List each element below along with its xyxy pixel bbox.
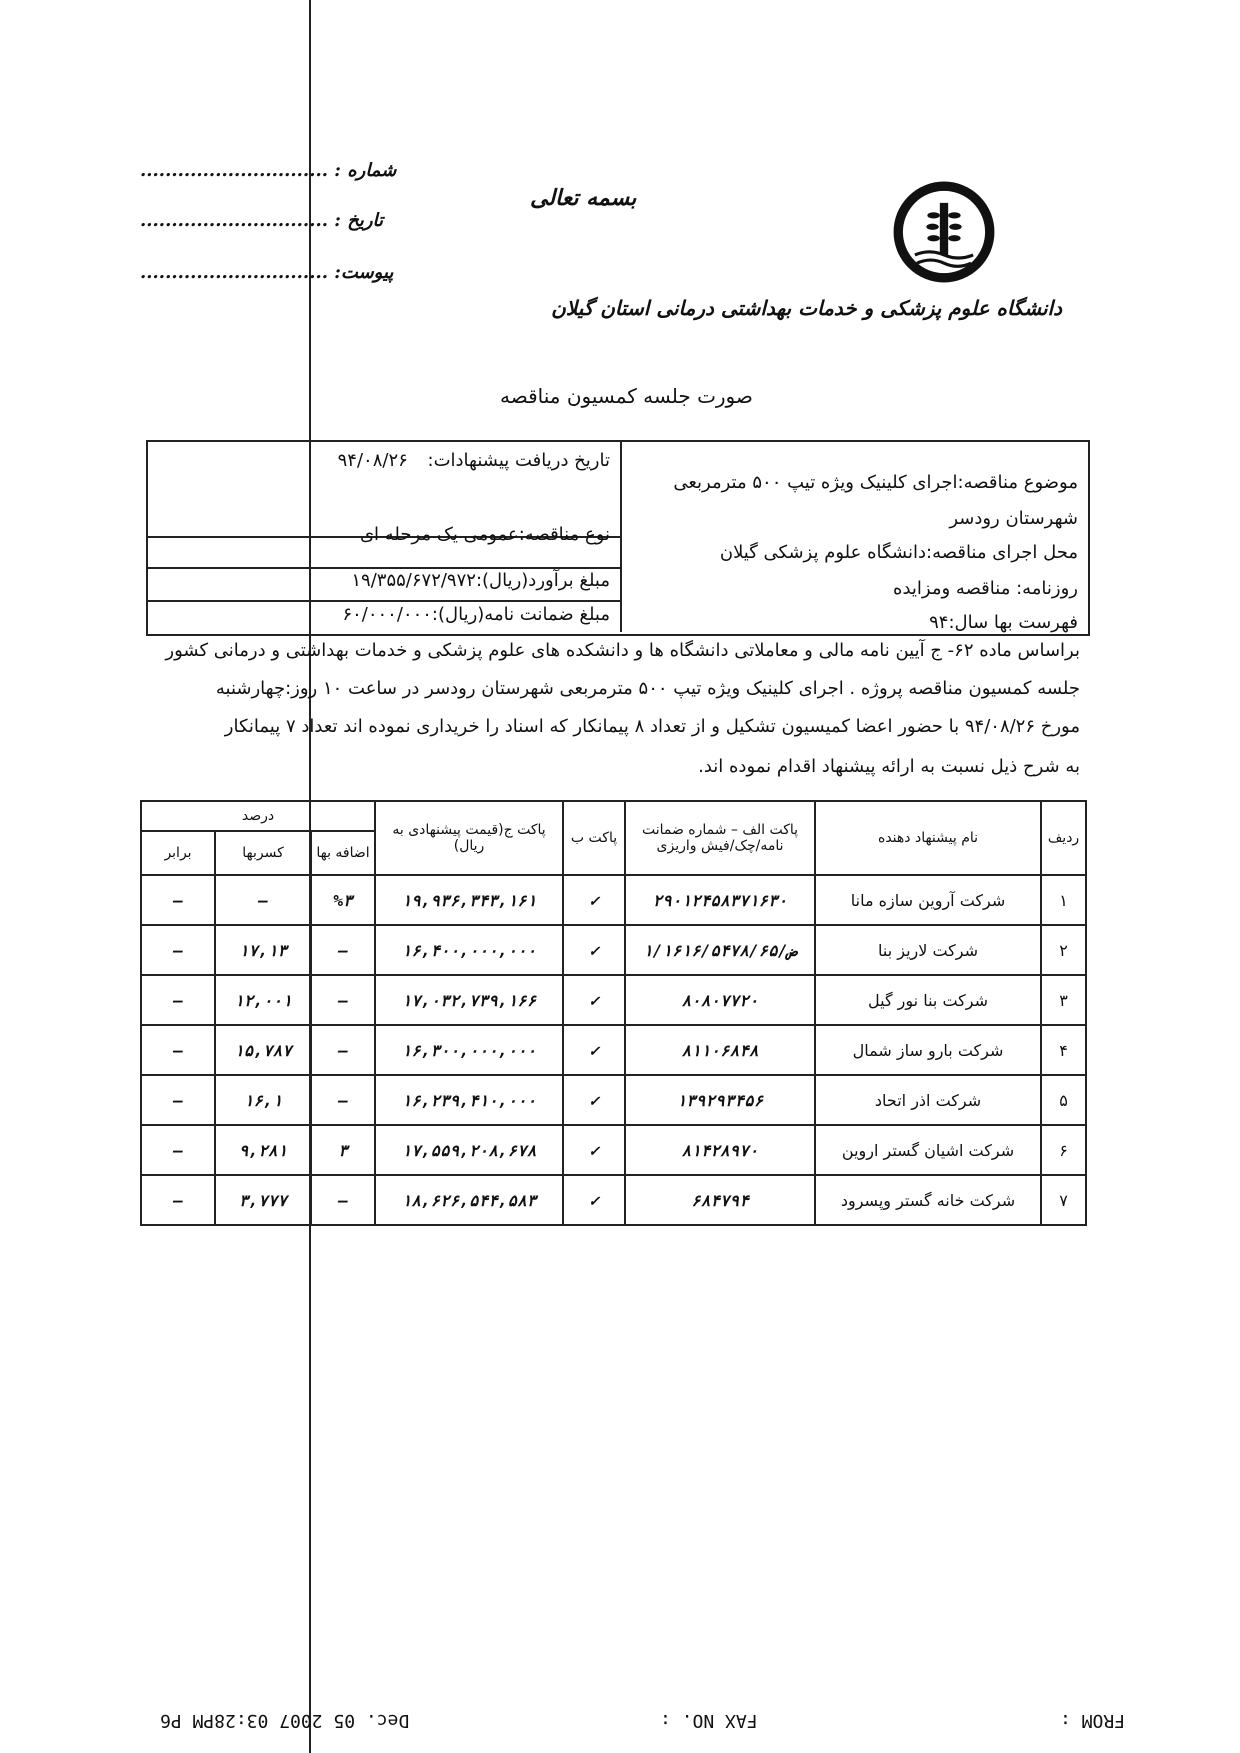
city-field: شهرستان رودسر	[949, 508, 1078, 529]
equal-cell: —	[141, 1075, 215, 1125]
increase-cell: %۳	[311, 875, 375, 925]
col-increase-header: اضافه بها	[311, 831, 375, 875]
paragraph-line-3: مورخ ۹۴/۰۸/۲۶ با حضور اعضا کمیسیون تشکیل و از تعداد ۸ پیمانکار که اسناد را خریداری نموده اند تعداد ۷ پیمانکار	[224, 716, 1080, 737]
row-number-cell: ۶	[1041, 1125, 1086, 1175]
packet-b-check-cell: ✓	[563, 1025, 625, 1075]
packet-a-cell: ۱۳۹۲۹۳۴۵۶	[625, 1075, 815, 1125]
increase-cell: —	[311, 975, 375, 1025]
packet-b-check-cell: ✓	[563, 975, 625, 1025]
table-row	[141, 875, 1086, 925]
col-bidder-header: نام پیشنهاد دهنده	[815, 801, 1041, 875]
bidder-name-cell: شرکت لاریز بنا	[815, 925, 1041, 975]
date-label: تاریخ :	[334, 210, 384, 231]
university-logo-icon	[892, 180, 996, 284]
footer-fax: FAX NO. :	[660, 1710, 758, 1731]
receipt-date-field	[338, 450, 610, 471]
packet-a-cell: ۸۱۴۲۸۹۷۰	[625, 1125, 815, 1175]
footer-from: FROM :	[1060, 1710, 1126, 1731]
paragraph-line-4: به شرح ذیل نسبت به ارائه پیشنهاد اقدام نموده اند.	[698, 756, 1080, 777]
table-row	[141, 1025, 1086, 1075]
packet-b-check-cell: ✓	[563, 925, 625, 975]
col-equal-header: برابر	[141, 831, 215, 875]
packet-b-check-cell: ✓	[563, 1125, 625, 1175]
number-row	[140, 160, 396, 181]
bidder-name-cell: شرکت بارو ساز شمال	[815, 1025, 1041, 1075]
packet-c-price-cell: ۱۷,۰۳۲,۷۳۹,۱۶۶	[375, 975, 563, 1025]
col-packet-a-header: پاکت الف – شماره ضمانت نامه/چک/فیش واریزی	[625, 801, 815, 875]
packet-a-cell: ۶۸۴۷۹۴	[625, 1175, 815, 1225]
doc-title: صورت جلسه کمسیون مناقصه	[500, 384, 753, 408]
packet-a-cell: ۲۹۰۱۲۴۵۸۳۷۱۶۳۰	[625, 875, 815, 925]
equal-cell: —	[141, 975, 215, 1025]
invocation: بسمه تعالی	[530, 185, 637, 211]
col-decrease-header: کسربها	[215, 831, 311, 875]
footer-datetime: Dec. 05 2007 03:28PM P6	[160, 1710, 410, 1731]
bidder-name-cell: شرکت اشیان گستر اروین	[815, 1125, 1041, 1175]
row-number-cell: ۵	[1041, 1075, 1086, 1125]
date-row	[140, 210, 383, 231]
estimate-field: مبلغ برآورد(ریال):۱۹/۳۵۵/۶۷۲/۹۷۲	[351, 570, 610, 591]
attachment-blank: ..............................	[140, 262, 328, 283]
bids-table-body	[141, 875, 1086, 1225]
packet-c-price-cell: ۱۶,۳۰۰,۰۰۰,۰۰۰	[375, 1025, 563, 1075]
equal-cell: —	[141, 1025, 215, 1075]
university-line: دانشگاه علوم پزشکی و خدمات بهداشتی درمانی استان گیلان	[551, 296, 1062, 320]
packet-b-check-cell: ✓	[563, 1175, 625, 1225]
table-row	[141, 1125, 1086, 1175]
packet-c-price-cell: ۱۹,۹۳۶,۳۴۳,۱۶۱	[375, 875, 563, 925]
attachment-label: پیوست:	[334, 262, 394, 283]
col-row-header: ردیف	[1041, 801, 1086, 875]
decrease-cell: ۱۲,۰۰۱	[215, 975, 311, 1025]
date-blank: ..............................	[140, 210, 328, 231]
packet-b-check-cell: ✓	[563, 875, 625, 925]
decrease-cell: ۱۵,۷۸۷	[215, 1025, 311, 1075]
bidder-name-cell: شرکت بنا نور گیل	[815, 975, 1041, 1025]
packet-b-check-cell: ✓	[563, 1075, 625, 1125]
row-number-cell: ۴	[1041, 1025, 1086, 1075]
price-list-field: فهرست بها سال:۹۴	[929, 612, 1078, 633]
info-box-rule-3	[146, 600, 622, 602]
bidder-name-cell: شرکت اذر اتحاد	[815, 1075, 1041, 1125]
decrease-cell: ۳,۷۷۷	[215, 1175, 311, 1225]
attachment-row	[140, 262, 393, 283]
packet-a-cell: ۸۱۱۰۶۸۴۸	[625, 1025, 815, 1075]
info-box	[146, 440, 1090, 636]
bids-table	[140, 800, 1087, 1226]
receipt-date-label: تاریخ دریافت پیشنهادات:	[427, 450, 610, 471]
table-row	[141, 975, 1086, 1025]
paragraph-line-1: براساس ماده ۶۲- ج آیین نامه مالی و معاملاتی دانشگاه ها و دانشکده های علوم پزشکی و خدمات بهداشتی و درمانی کشور	[165, 640, 1080, 661]
table-header-row	[141, 801, 1086, 831]
decrease-cell: ۱۷,۱۳	[215, 925, 311, 975]
increase-cell: —	[311, 1025, 375, 1075]
decrease-cell: ۹,۲۸۱	[215, 1125, 311, 1175]
tender-type-field: نوع مناقصه:عمومی یک مرحله ای	[359, 524, 610, 545]
decrease-cell: —	[215, 875, 311, 925]
equal-cell: —	[141, 875, 215, 925]
equal-cell: —	[141, 925, 215, 975]
equal-cell: —	[141, 1125, 215, 1175]
increase-cell: ۳	[311, 1125, 375, 1175]
newspaper-field: روزنامه: مناقصه ومزایده	[893, 578, 1078, 599]
increase-cell: —	[311, 1175, 375, 1225]
col-percent-header: درصد	[141, 801, 375, 831]
row-number-cell: ۱	[1041, 875, 1086, 925]
col-packet-b-header: پاکت ب	[563, 801, 625, 875]
packet-a-cell: ض/۱/۱۶۱۶/۵۴۷۸/۶۵	[625, 925, 815, 975]
packet-c-price-cell: ۱۷,۵۵۹,۲۰۸,۶۷۸	[375, 1125, 563, 1175]
venue-field: محل اجرای مناقصه:دانشگاه علوم پزشکی گیلان	[719, 542, 1078, 563]
bidder-name-cell: شرکت آروین سازه مانا	[815, 875, 1041, 925]
guarantee-field: مبلغ ضمانت نامه(ریال):۶۰/۰۰۰/۰۰۰	[342, 604, 610, 625]
decrease-cell: ۱۶,۱	[215, 1075, 311, 1125]
row-number-cell: ۲	[1041, 925, 1086, 975]
equal-cell: —	[141, 1175, 215, 1225]
row-number-cell: ۷	[1041, 1175, 1086, 1225]
packet-c-price-cell: ۱۸,۶۲۶,۵۴۴,۵۸۳	[375, 1175, 563, 1225]
table-row	[141, 1075, 1086, 1125]
info-box-rule-2	[146, 567, 622, 569]
col-packet-c-header: پاکت ج(قیمت پیشنهادی به ریال)	[375, 801, 563, 875]
paragraph-line-2: جلسه کمسیون مناقصه پروژه . اجرای کلینیک ویژه تیپ ۵۰۰ مترمربعی شهرستان رودسر در ساعت ۱۰ روز:چهارشنبه	[215, 678, 1080, 699]
table-row	[141, 925, 1086, 975]
packet-a-cell: ۸۰۸۰۷۷۲۰	[625, 975, 815, 1025]
packet-c-price-cell: ۱۶,۲۳۹,۴۱۰,۰۰۰	[375, 1075, 563, 1125]
number-blank: ..............................	[140, 160, 328, 181]
subject-field: موضوع مناقصه:اجرای کلینیک ویژه تیپ ۵۰۰ مترمربعی	[673, 472, 1078, 493]
receipt-date-value: ۹۴/۰۸/۲۶	[337, 450, 408, 471]
number-label: شماره :	[334, 160, 397, 181]
table-row	[141, 1175, 1086, 1225]
packet-c-price-cell: ۱۶,۴۰۰,۰۰۰,۰۰۰	[375, 925, 563, 975]
increase-cell: —	[311, 1075, 375, 1125]
bidder-name-cell: شرکت خانه گستر وپسرود	[815, 1175, 1041, 1225]
increase-cell: —	[311, 925, 375, 975]
row-number-cell: ۳	[1041, 975, 1086, 1025]
